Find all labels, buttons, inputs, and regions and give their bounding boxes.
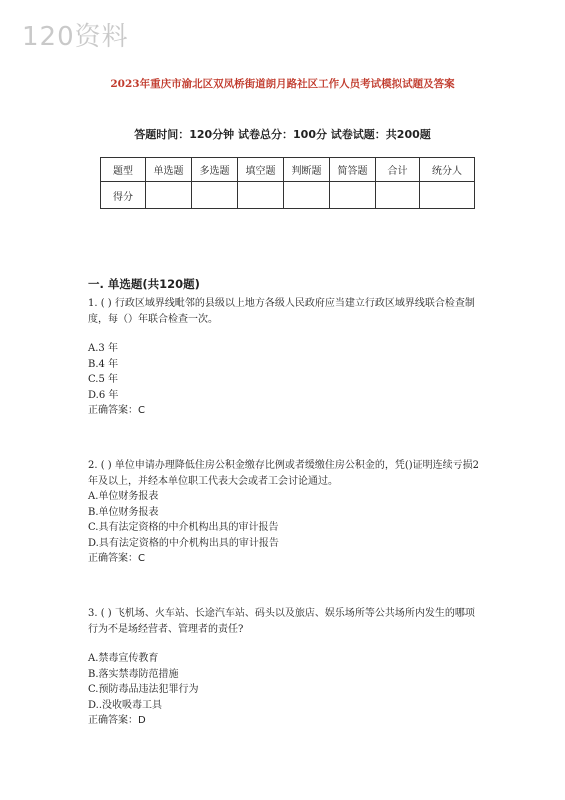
- question-item: [88, 458, 484, 567]
- section-title: 一. 单选题(共120题): [88, 277, 200, 291]
- question-option: B.4 年: [88, 358, 119, 370]
- score-table: [100, 157, 475, 209]
- score-table-header: 多选题: [192, 158, 238, 182]
- question-option: A.禁毒宣传教育: [88, 653, 159, 664]
- question-answer: 正确答案：D: [88, 715, 146, 726]
- question-option: D..没收吸毒工具: [88, 699, 163, 711]
- question-option: A.3 年: [88, 343, 118, 354]
- question-option: C.预防毒品违法犯罪行为: [88, 684, 199, 695]
- question-option: B.落实禁毒防范措施: [88, 668, 179, 680]
- score-cell: [284, 182, 330, 209]
- question-option: D.6 年: [88, 389, 119, 401]
- score-table-header-row: [101, 158, 475, 182]
- question-stem: 2. ( ) 单位申请办理降低住房公积金缴存比例或者缓缴住房公积金的，凭()证明连续亏损2年及以上，并经本单位职工代表大会或者工会讨论通过。: [88, 460, 480, 487]
- score-cell: [146, 182, 192, 209]
- question-stem: 3. ( ) 飞机场、火车站、长途汽车站、码头以及旅店、娱乐场所等公共场所内发生的哪项行为不是场经营者、管理者的责任?: [88, 608, 475, 635]
- score-cell: [420, 182, 475, 209]
- document-title: 2023年重庆市渝北区双凤桥街道朗月路社区工作人员考试模拟试题及答案: [110, 78, 455, 90]
- score-table-header: 合计: [376, 158, 420, 182]
- score-cell: [192, 182, 238, 209]
- question-answer: 正确答案：C: [88, 553, 145, 564]
- score-table-score-row: [101, 182, 475, 209]
- score-cell: [238, 182, 284, 209]
- score-table-header: 统分人: [420, 158, 475, 182]
- question-stem: 1. ( ) 行政区域界线毗邻的县级以上地方各级人民政府应当建立行政区域界线联合检查制度，每（）年联合检查一次。: [88, 298, 475, 325]
- question-answer: 正确答案：C: [88, 405, 145, 416]
- score-table-header: 填空题: [238, 158, 284, 182]
- watermark-logo: 120资料: [22, 22, 129, 52]
- score-cell: [376, 182, 420, 209]
- score-table-header: 单选题: [146, 158, 192, 182]
- score-table-header: 简答题: [330, 158, 376, 182]
- question-option: B.单位财务报表: [88, 506, 159, 518]
- question-option: C.5 年: [88, 374, 119, 385]
- score-table-header: 题型: [101, 158, 146, 182]
- score-cell: [330, 182, 376, 209]
- question-option: A.单位财务报表: [88, 491, 159, 502]
- score-row-label: 得分: [101, 182, 146, 209]
- question-item: [88, 296, 484, 419]
- question-item: [88, 606, 484, 729]
- score-table-header: 判断题: [284, 158, 330, 182]
- exam-meta: 答题时间：120分钟 试卷总分：100分 试卷试题：共200题: [134, 128, 431, 141]
- question-option: D.具有法定资格的中介机构出具的审计报告: [88, 537, 279, 549]
- question-option: C.具有法定资格的中介机构出具的审计报告: [88, 522, 279, 533]
